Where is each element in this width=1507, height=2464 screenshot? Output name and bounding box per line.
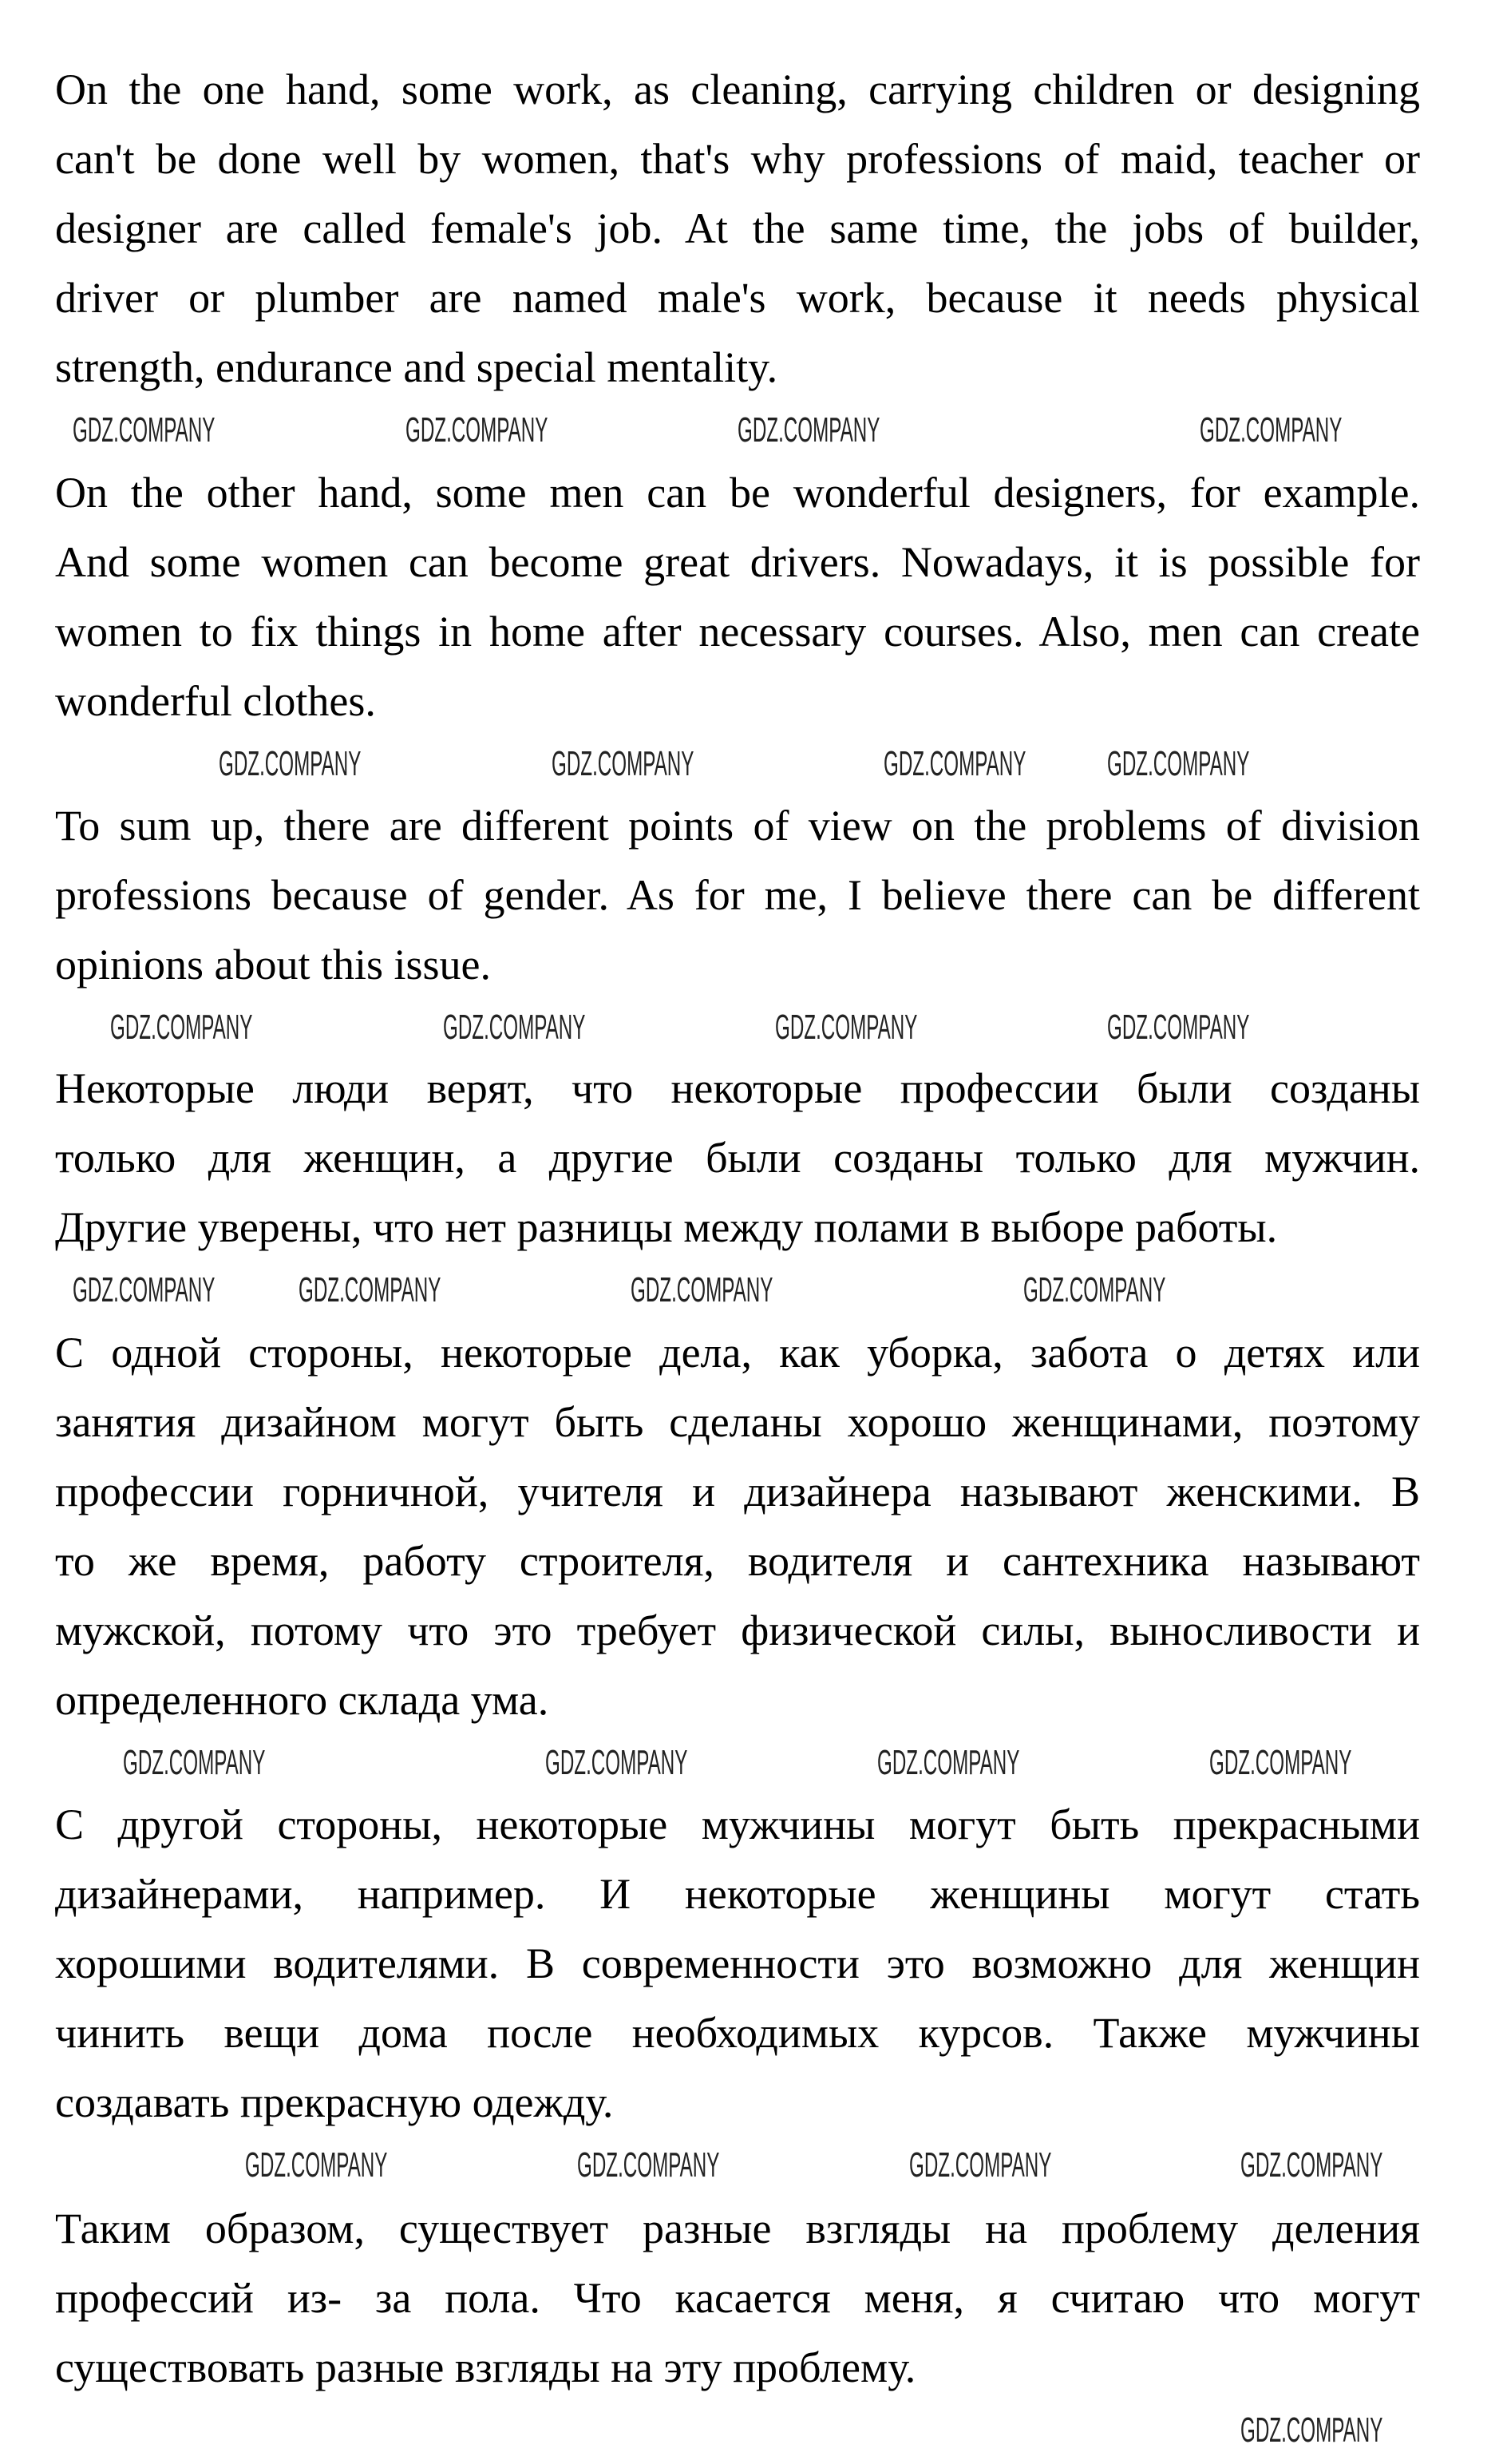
text-line: С другой стороны, некоторые мужчины могут быть прекрасными: [55, 1800, 1420, 1848]
watermark-text: GDZ.COMPANY: [738, 410, 880, 450]
watermark-text: GDZ.COMPANY: [73, 410, 216, 450]
text-line: women to fix things in home after necessary courses. Also, men can create: [55, 608, 1420, 656]
text-line: wonderful clothes.: [55, 677, 376, 725]
watermark-text: GDZ.COMPANY: [1107, 744, 1250, 783]
watermark-text: GDZ.COMPANY: [123, 1743, 266, 1782]
watermark-text: GDZ.COMPANY: [245, 2145, 388, 2185]
text-line: существовать разные взгляды на эту проблему.: [55, 2343, 916, 2391]
watermark-text: GDZ.COMPANY: [219, 744, 362, 783]
watermark-text: GDZ.COMPANY: [577, 2145, 720, 2185]
paragraph: [55, 791, 1420, 1000]
text-line: designer are called female's job. At the same time, the jobs of builder,: [55, 204, 1420, 252]
text-line: Некоторые люди верят, что некоторые профессии были созданы: [55, 1064, 1420, 1112]
watermark-text: GDZ.COMPANY: [1240, 2411, 1383, 2450]
text-line: С одной стороны, некоторые дела, как уборка, забота о детях или: [55, 1329, 1420, 1377]
watermark-text: GDZ.COMPANY: [631, 1270, 773, 1309]
paragraph: [55, 55, 1420, 402]
text-line: opinions about this issue.: [55, 941, 492, 988]
text-line: определенного склада ума.: [55, 1676, 549, 1724]
text-line: driver or plumber are named male's work, because it needs physical: [55, 274, 1420, 322]
watermark-text: GDZ.COMPANY: [884, 744, 1026, 783]
watermark-text: GDZ.COMPANY: [775, 1008, 918, 1047]
text-line: To sum up, there are different points of view on the problems of division: [55, 802, 1420, 850]
watermark-text: GDZ.COMPANY: [877, 1743, 1020, 1782]
text-line: профессии горничной, учителя и дизайнера называют женскими. В: [55, 1468, 1420, 1515]
watermark-text: GDZ.COMPANY: [545, 1743, 688, 1782]
text-line: мужской, потому что это требует физической силы, выносливости и: [55, 1606, 1420, 1654]
watermark-text: GDZ.COMPANY: [1023, 1270, 1166, 1309]
text-line: профессий из- за пола. Что касается меня, я считаю что могут: [55, 2274, 1420, 2322]
watermark-text: GDZ.COMPANY: [110, 1008, 253, 1047]
watermark-text: GDZ.COMPANY: [1107, 1008, 1250, 1047]
text-line: professions because of gender. As for me, I believe there can be different: [55, 871, 1420, 919]
text-line: strength, endurance and special mentality.: [55, 343, 778, 391]
paragraph: [55, 1790, 1420, 2137]
text-line: Таким образом, существует разные взгляды на проблему деления: [55, 2205, 1420, 2252]
text-line: только для женщин, а другие были созданы только для мужчин.: [55, 1134, 1420, 1182]
text-line: can't be done well by women, that's why professions of maid, teacher or: [55, 135, 1420, 183]
watermark-text: GDZ.COMPANY: [1240, 2145, 1383, 2185]
paragraph: [55, 458, 1420, 736]
watermark-text: GDZ.COMPANY: [73, 1270, 216, 1309]
paragraph: [55, 1054, 1420, 1262]
watermark-text: GDZ.COMPANY: [1200, 410, 1343, 450]
text-line: создавать прекрасную одежду.: [55, 2078, 614, 2126]
watermark-text: GDZ.COMPANY: [909, 2145, 1052, 2185]
text-line: And some women can become great drivers. Nowadays, it is possible for: [55, 538, 1420, 586]
paragraph: [55, 1318, 1420, 1735]
text-line: дизайнерами, например. И некоторые женщины могут стать: [55, 1870, 1420, 1918]
watermark-text: GDZ.COMPANY: [443, 1008, 586, 1047]
text-line: On the other hand, some men can be wonderful designers, for example.: [55, 469, 1420, 517]
text-line: занятия дизайном могут быть сделаны хорошо женщинами, поэтому: [55, 1398, 1420, 1446]
text-line: чинить вещи дома после необходимых курсов. Также мужчины: [55, 2009, 1420, 2057]
text-line: хорошими водителями. В современности это возможно для женщин: [55, 1939, 1420, 1987]
watermark-text: GDZ.COMPANY: [1209, 1743, 1352, 1782]
text-line: то же время, работу строителя, водителя и сантехника называют: [55, 1537, 1420, 1585]
watermark-text: GDZ.COMPANY: [405, 410, 548, 450]
paragraph: [55, 2194, 1420, 2403]
watermark-text: GDZ.COMPANY: [552, 744, 694, 783]
text-line: Другие уверены, что нет разницы между полами в выборе работы.: [55, 1203, 1278, 1251]
watermark-text: GDZ.COMPANY: [299, 1270, 441, 1309]
text-line: On the one hand, some work, as cleaning, carrying children or designing: [55, 65, 1420, 113]
